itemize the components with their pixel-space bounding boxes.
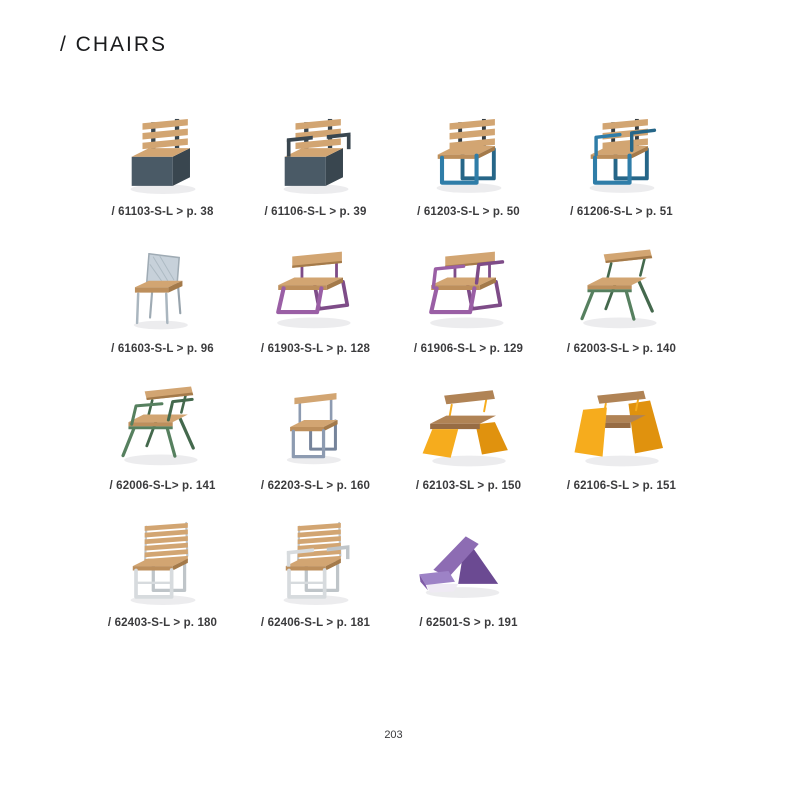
product-label[interactable]: / 61206-S-L > p. 51	[570, 206, 673, 218]
product-grid	[86, 85, 698, 633]
product-cell-2[interactable]	[239, 85, 392, 222]
chair-image	[415, 243, 523, 338]
chair-image	[262, 243, 370, 338]
chair-image	[262, 106, 370, 201]
chair-image	[568, 243, 676, 338]
chair-image	[415, 380, 523, 475]
chair-image	[568, 380, 676, 475]
page-number: 203	[384, 729, 403, 741]
product-cell-15[interactable]	[392, 496, 545, 633]
chair-image	[415, 106, 523, 201]
chair-image	[109, 106, 217, 201]
product-cell-4[interactable]	[545, 85, 698, 222]
product-label[interactable]: / 62406-S-L > p. 181	[260, 617, 371, 629]
product-cell-7[interactable]	[392, 222, 545, 359]
product-label[interactable]: / 61103-S-L > p. 38	[111, 206, 214, 218]
product-cell-1[interactable]	[86, 85, 239, 222]
product-cell-5[interactable]	[86, 222, 239, 359]
product-cell-11[interactable]	[392, 359, 545, 496]
product-cell-13[interactable]	[86, 496, 239, 633]
product-label[interactable]: / 61603-S-L > p. 96	[111, 343, 214, 355]
chair-image	[109, 517, 217, 612]
product-label[interactable]: / 62006-S-L> p. 141	[109, 480, 216, 492]
chair-image	[262, 517, 370, 612]
product-label[interactable]: / 61906-S-L > p. 129	[413, 343, 524, 355]
chair-image	[262, 380, 370, 475]
product-label[interactable]: / 61106-S-L > p. 39	[264, 206, 367, 218]
product-cell-3[interactable]	[392, 85, 545, 222]
product-label[interactable]: / 62003-S-L > p. 140	[566, 343, 677, 355]
product-label[interactable]: / 61903-S-L > p. 128	[260, 343, 371, 355]
product-cell-6[interactable]	[239, 222, 392, 359]
chair-image	[109, 380, 217, 475]
chair-image	[568, 106, 676, 201]
product-label[interactable]: / 61203-S-L > p. 50	[417, 206, 520, 218]
page-title: / CHAIRS	[60, 33, 168, 56]
product-cell-10[interactable]	[239, 359, 392, 496]
product-cell-12[interactable]	[545, 359, 698, 496]
product-label[interactable]: / 62106-S-L > p. 151	[566, 480, 677, 492]
product-label[interactable]: / 62501-S > p. 191	[419, 617, 518, 629]
product-cell-8[interactable]	[545, 222, 698, 359]
product-label[interactable]: / 62203-S-L > p. 160	[260, 480, 371, 492]
product-cell-14[interactable]	[239, 496, 392, 633]
product-label[interactable]: / 62403-S-L > p. 180	[107, 617, 218, 629]
chair-image	[109, 243, 217, 338]
product-cell-9[interactable]	[86, 359, 239, 496]
chair-image	[415, 517, 523, 612]
product-label[interactable]: / 62103-SL > p. 150	[415, 480, 522, 492]
